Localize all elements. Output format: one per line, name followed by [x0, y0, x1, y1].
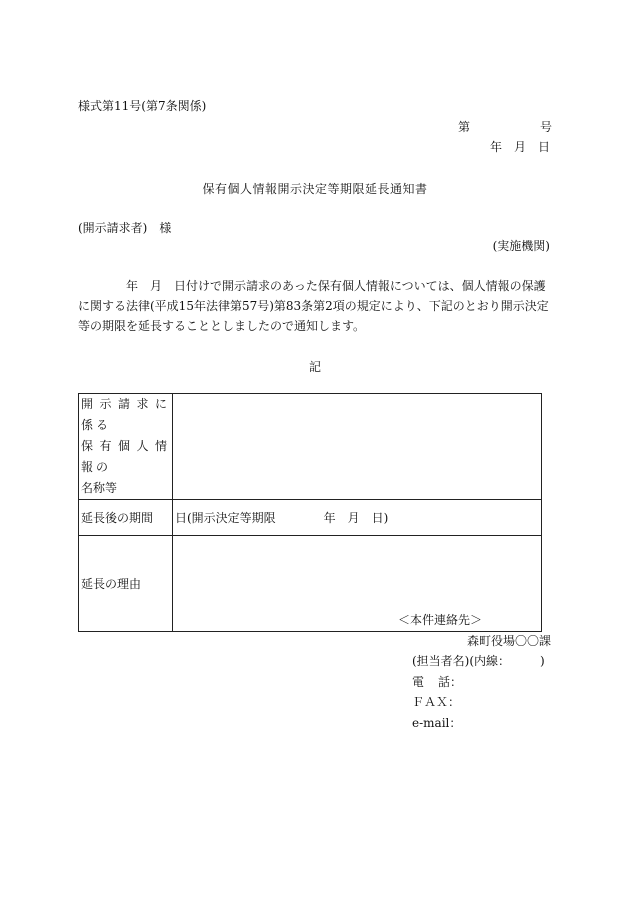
extension-period-label: 延長後の期間 — [79, 500, 173, 536]
contact-tel-b: 話： — [438, 674, 463, 689]
info-name-label-line: 名称等 — [81, 481, 118, 495]
info-name-label-line: 開示請求に係る — [81, 397, 170, 432]
info-name-label — [79, 394, 173, 500]
doc-number-suffix: 号 — [540, 120, 553, 134]
extension-reason-label: 延長の理由 — [79, 536, 173, 632]
document-title: 保有個人情報開示決定等期限延長通知書 — [202, 182, 428, 196]
date-line: 年 月 日 — [489, 140, 550, 154]
contact-email: e-mail： — [412, 715, 462, 730]
details-table — [78, 393, 542, 632]
info-name-value — [173, 394, 542, 500]
contact-fax: ＦＡＸ： — [412, 695, 461, 709]
contact-heading: ＜本件連絡先＞ — [398, 613, 483, 627]
recipient-line: (開示請求者) 様 — [78, 221, 172, 235]
ki-marker: 記 — [308, 360, 321, 374]
table-row — [79, 394, 542, 500]
contact-tel — [398, 673, 551, 694]
body-paragraph — [78, 276, 552, 336]
contact-block — [398, 611, 551, 734]
body-text: 年 月 日付けで開示請求のあった保有個人情報については、個人情報の保護に関する法律(平成15年法律第57号)第83条第2項の規定により、下記のとおり開示決定等の期限を延長することとしましたので通知します。 — [78, 279, 549, 333]
contact-office: 森町役場〇〇課 — [466, 633, 551, 648]
doc-number-prefix: 第 — [458, 120, 471, 134]
info-name-label-line: 保有個人情報の — [81, 439, 170, 474]
agency-line: (実施機関) — [492, 239, 550, 253]
contact-person: (担当者名)(内線： ) — [412, 654, 545, 668]
form-number: 様式第11号(第7条関係) — [78, 99, 207, 113]
extension-period-value: 日(開示決定等期限 年 月 日) — [173, 500, 542, 536]
contact-tel-a: 電 — [412, 674, 425, 689]
table-row — [79, 500, 542, 536]
